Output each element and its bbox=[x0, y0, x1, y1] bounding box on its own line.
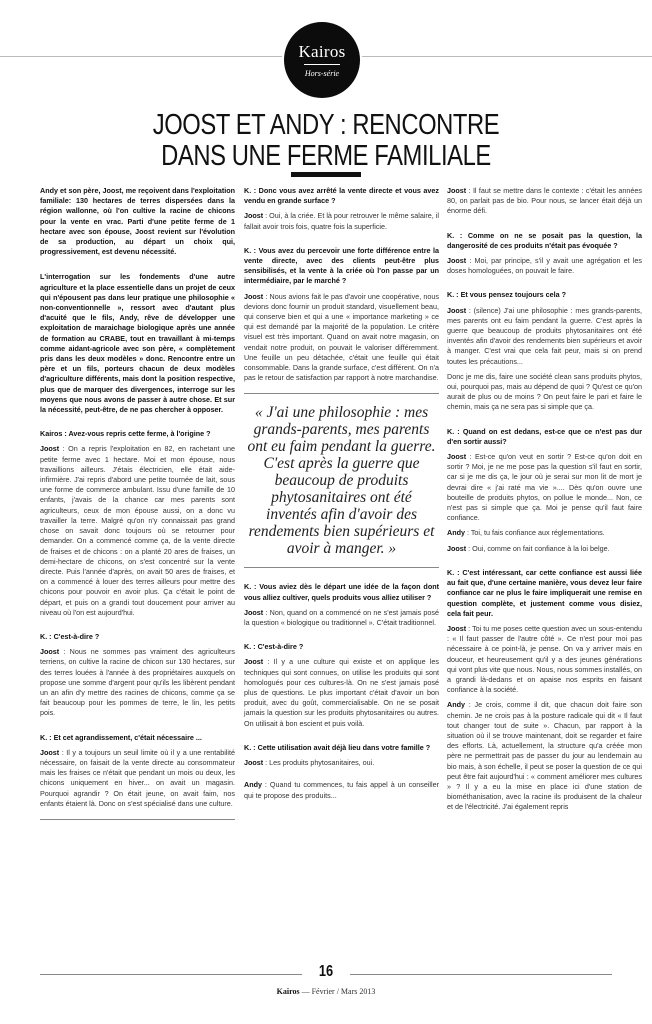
answer bbox=[447, 306, 642, 367]
question: K. : Comme on ne se posait pas la question, la dangerosité de ces produits n'était pas évoquée ? bbox=[447, 230, 642, 250]
answer bbox=[447, 700, 642, 812]
masthead-rule-right bbox=[362, 56, 652, 57]
question: K. : Cette utilisation avait déjà lieu dans votre famille ? bbox=[244, 742, 431, 752]
pull-quote: « J'ai une philosophie : mes grands-parents, mes parents ont eu faim pendant la guerre. C'est après la guerre que beaucoup de produits phytosanitaires ont été inventés afin d'avoir des rendements bien supérieurs et avoir à manger. » bbox=[247, 404, 436, 558]
column-1 bbox=[40, 186, 235, 830]
answer-text: : On a repris l'exploitation en 82, en rachetant une petite ferme avec 1 hectare. Moi et mon épouse, nous travaillions ailleurs. J'étais électricien, elle était aide-infirmière. J'ai repris d'abord une petite tournée de lait, sous une forme de commerce ambulant. Issu d'une famille de 10 enfants, j'avais de la chance car mes parents sont agriculteurs, ceux de mon épouse aussi, on a donc vu travailler la terre. Malgré qu'on n'y connaissait pas grand chose on savait donc toujours où se retourner pour demander. On a commencé comme ça, de la vente directe de fraises et de chicons : on a planté 20 ares de fraises, un demi-hectare de chicons, on s'est concentré sur la vente directe. Puis l'année d'après, on avait 50 ares de fraises, et on a commencé à louer des terres ailleurs pour mettre des chicons pour pouvoir en avoir plus. Ça c'était le point de départ, et puis on a grandi tout doucement pour arriver au niveau où l'on est aujourd'hui. bbox=[40, 444, 235, 617]
kairos-logo bbox=[284, 22, 360, 98]
pullquote-rule-top bbox=[244, 393, 439, 394]
answer bbox=[447, 624, 642, 695]
column-divider bbox=[40, 819, 235, 820]
footer-date: — Février / Mars 2013 bbox=[299, 987, 376, 996]
question: K. : C'est-à-dire ? bbox=[40, 631, 100, 641]
answer-text: : Toi tu me poses cette question avec un sous-entendu : « Il faut passer de l'autre côté ». Ce n'est pour moi pas nécessaire à ce point-là, je pense. On va y arriver mais en douceur, et heureusement qu'il y a des jeunes générations qui vont plus vite que nous. Nous, nous sommes installés, on a grandi là-dedans et on apaise nos esprits en faisant confiance à la société. bbox=[447, 623, 642, 695]
speaker: Joost bbox=[447, 452, 467, 462]
answer-text: : Il y a une culture qui existe et on applique les techniques qui sont connues, on utilise les produits qui sont homologués pour ces cultures-là. On ne s'est jamais posé plus de questions. Le plus important c'était d'avoir un bon produit, avec du goût, commercialisable. On ne se posait jamais la question sur les produits phytosanitaires ou autres. On utilisait à bon escient et puis voilà. bbox=[244, 657, 439, 728]
title-line-2: DANS UNE FERME FAMILIALE bbox=[161, 140, 491, 172]
speaker: Joost bbox=[447, 305, 467, 315]
answer-text: : Non, quand on a commencé on ne s'est jamais posé la question « biologique ou traditionnel ». C'était traditionnel. bbox=[244, 607, 439, 628]
title-line-1: JOOST ET ANDY : RENCONTRE bbox=[152, 109, 500, 141]
answer bbox=[244, 780, 439, 800]
pullquote-rule-bottom bbox=[244, 567, 439, 568]
answer bbox=[244, 758, 439, 768]
answer bbox=[244, 211, 439, 231]
question: K. : Vous avez du percevoir une forte différence entre la vente directe, avec des clients peut-être plus sensibilisés, et la vente à la criée où l'on passe par un intermédiaire, par le marché ? bbox=[244, 245, 439, 286]
answer bbox=[40, 647, 235, 718]
logo-rule bbox=[304, 64, 340, 65]
answer bbox=[40, 748, 235, 809]
footer-rule-right bbox=[350, 974, 612, 975]
footer-brand: Kairos bbox=[276, 987, 300, 996]
question: K. : Et vous pensez toujours cela ? bbox=[447, 290, 567, 300]
speaker: Joost bbox=[447, 186, 467, 195]
answer bbox=[447, 452, 642, 523]
question: K. : C'est intéressant, car cette confiance est aussi liée au fait que, d'une certaine manière, vous devez leur faire confiance car ne plus le faire impliquerait une remise en question complète, et justement comme vous disiez, cela fait peur. bbox=[447, 567, 642, 618]
question: K. : Quand on est dedans, est-ce que ce n'est pas dur d'en sortir aussi? bbox=[447, 426, 642, 446]
answer bbox=[244, 292, 439, 384]
page-number: 16 bbox=[318, 963, 334, 980]
speaker: Joost bbox=[447, 623, 467, 633]
speaker: Joost bbox=[40, 747, 60, 757]
answer-text: : Il y a toujours un seuil limite où il y a une rentabilité nécessaire, on faisait de la vente directe au consommateur mais les fraises ce n'était que pendant un mois ou deux, les chicons uniquement en hiver... on avait un magasin. Pourquoi agrandir ? On était jeune, on avait faim, nos enfants étaient là. Donc on s'est spécialisé dans une culture. bbox=[40, 747, 235, 808]
answer-text: : Quand tu commences, tu fais appel à un conseiller qui te propose des produits... bbox=[244, 780, 439, 800]
answer bbox=[244, 657, 439, 728]
footer-rule-left bbox=[40, 974, 302, 975]
question: K. : Donc vous avez arrêté la vente directe et vous avez vendu en grande surface ? bbox=[244, 186, 439, 206]
intro-paragraph-1: Andy et son père, Joost, me reçoivent dans l'exploitation familiale: 130 hectares de terres dispersées dans la région wallonne, où l'on cultive la racine de chicons pour la vente en vrac. Parti d'une petite ferme de 1 hectare avec son épouse, Joost revient sur l'évolution de sa production, au départ un choix qui, progressivement, est devenu nécessité. bbox=[40, 186, 235, 257]
speaker: Joost bbox=[447, 256, 467, 266]
speaker: Joost bbox=[447, 543, 467, 553]
masthead-rule-left bbox=[0, 56, 282, 57]
speaker: Joost bbox=[244, 758, 264, 768]
speaker: Andy bbox=[447, 700, 465, 710]
answer bbox=[244, 608, 439, 628]
column-3 bbox=[447, 186, 642, 818]
speaker: Joost bbox=[244, 607, 264, 617]
answer-text: : Il faut se mettre dans le contexte : c'était les années 80, on parlait pas de bio. Pour nous, se lancer était déjà un énorme défi. bbox=[447, 186, 642, 216]
answer-text: : Oui, comme on fait confiance à la loi belge. bbox=[466, 543, 610, 553]
speaker: Joost bbox=[40, 647, 60, 657]
answer-text: : Moi, par principe, s'il y avait une agrégation et les doses homologuées, on pouvait le faire. bbox=[447, 256, 642, 276]
answer-text: : Oui, à la criée. Et là pour retrouver le même salaire, il fallait avoir trois fois, quatre fois la superficie. bbox=[244, 211, 439, 231]
answer bbox=[447, 186, 642, 217]
answer-text: : (silence) J'ai une philosophie : mes grands-parents, mes parents ont eu faim pendant la guerre. C'est après la guerre que beaucoup de produits phytosanitaires ont été inventés afin d'avoir des rendements bien supérieurs et avoir à manger. C'est vrai que cela fait peur, mais si on prend toutes les précautions... bbox=[447, 305, 642, 366]
speaker: Joost bbox=[244, 291, 264, 301]
speaker: Joost bbox=[244, 657, 264, 667]
answer bbox=[447, 528, 642, 538]
answer bbox=[447, 544, 642, 554]
question: Kairos : Avez-vous repris cette ferme, à l'origine ? bbox=[40, 429, 211, 439]
title-underline bbox=[291, 172, 361, 177]
answer-continued: Donc je me dis, faire une société clean sans produits phytos, oui, pourquoi pas, mais au dépend de quoi ? Qu'est ce qu'on aurait de plus ou de moins ? On peut faire le pari et faire le chemin, mais ça ne sera pas si simple que ça. bbox=[447, 371, 642, 412]
question: K. : Vous aviez dès le départ une idée de la façon dont vous alliez cultiver, quels produits vous alliez utiliser ? bbox=[244, 582, 439, 602]
speaker: Andy bbox=[447, 528, 465, 538]
answer bbox=[40, 444, 235, 617]
article-title bbox=[59, 110, 594, 172]
answer-text: : Les produits phytosanitaires, oui. bbox=[263, 758, 375, 768]
answer bbox=[447, 256, 642, 276]
question: K. : Et cet agrandissement, c'était nécessaire ... bbox=[40, 732, 202, 742]
question: K. : C'est-à-dire ? bbox=[244, 642, 304, 652]
answer-text: : Nous avions fait le pas d'avoir une coopérative, nous devions donc fournir un produit standard, visuellement beau, qui conserve bien et qui a une « importance marketing » ce qui est demandé par la majorité de la population. Le critère visuel est très important. Quand on avait notre magasin, on vendait notre produit, on pouvait le valoriser différemment. Une feuille un peu détachée, c'était une feuille qui était consommable. Dans la grande surface, c'est différent. On n'a pas le retour de satisfaction par rapport à notre marchandise. bbox=[244, 291, 439, 383]
intro-paragraph-2: L'interrogation sur les fondements d'une autre agriculture et la place essentielle dans un projet de ceux qui n'épousent pas dans leur pratique une philosophie « non-conventionnelle », ressort avec d'autant plus d'acuité que le fils, Andy, rêve de développer une exploitation de maraichage biologique après une année de formation au CRABE, tout en travaillant à mi-temps comme aidant-agricole avec son père, « complètement pris dans les deux modèles » donc. Rencontre entre un père et un fils, porteurs chacun de deux modèles d'agriculture différents, mais dont la position respective, plus que de marquer des divergences, interroge sur les moyens que nous avons de passer à autre chose. Et sur la nécessité, peut-être, de ne pas chercher à opposer. bbox=[40, 272, 235, 415]
speaker: Joost bbox=[40, 444, 60, 454]
speaker: Andy bbox=[244, 780, 262, 790]
answer-text: : Est-ce qu'on veut en sortir ? Est-ce qu'on doit en sortir ? Moi, je ne me pose pas la question s'il faut en sortir, car si je me dis ça, le jour où je serai sur mon lit de mort je devrai dire « j'ai raté ma vie ».... Dès qu'on ouvre une bouteille de produits phytos, on pollue le monde... Non, ce n'est pas si simple que ça. Moi je pense qu'il faut faire confiance. bbox=[447, 452, 642, 523]
answer-text: : Toi, tu fais confiance aux réglementations. bbox=[464, 528, 605, 538]
footer-issue bbox=[0, 987, 652, 996]
logo-subtitle: Hors-série bbox=[304, 69, 340, 78]
column-2 bbox=[244, 186, 439, 806]
answer-text: : Nous ne sommes pas vraiment des agriculteurs terriens, on cultive la racine de chicon sur 130 hectares, sur des terres louées à l'année à des propriétaires auxquels on propose une somme d'argent pour qu'ils les libèrent pendant un an afin d'y mettre des racines de chicons, comme ça se fait beaucoup pour les pommes de terre, le lin, les petits pois. bbox=[40, 647, 235, 718]
answer-text: : Je crois, comme il dit, que chacun doit faire son chemin. Je ne crois pas à la posture radicale qui dit « Il faut tout changer tout de suite ». Chacun, par rapport à la situation où il se trouve maintenant, doit se regarder et faire des efforts. Là, actuellement, la structure qu'a créée mon père ne permettrait pas de passer du jour au lendemain au bio mais, à son échelle, il peut se poser la question de ce qui peut être fait aujourd'hui : « comment améliorer mes cultures » ? Il y a eu la mise en place ici d'une station de biométhanisation, avec la racine ils produisent de la chaleur et de l'électricité. J'ai également repris bbox=[447, 700, 642, 812]
speaker: Joost bbox=[244, 211, 264, 221]
logo-name: Kairos bbox=[298, 42, 346, 61]
